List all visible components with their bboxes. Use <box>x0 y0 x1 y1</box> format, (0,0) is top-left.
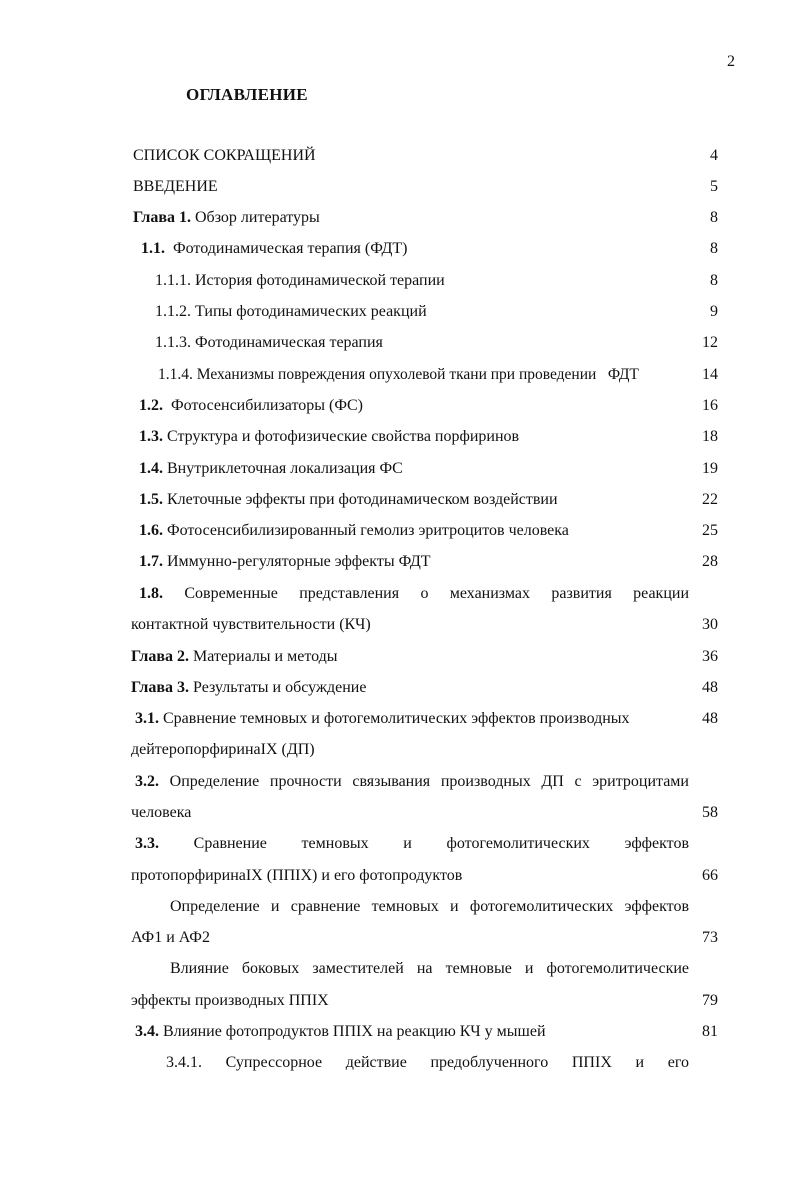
entry-title: 1.1.4. Механизмы повреждения опухолевой ткани при проведении ФДТ <box>158 366 639 383</box>
entry-page: 16 <box>702 397 718 414</box>
toc-entry <box>0 677 800 699</box>
entry-number: Глава 3. <box>131 679 189 696</box>
entry-title: СПИСОК СОКРАЩЕНИЙ <box>133 147 316 164</box>
entry-title: Результаты и обсуждение <box>189 679 367 696</box>
entry-page: 19 <box>702 460 718 477</box>
entry-page: 48 <box>702 679 718 696</box>
entry-page: 73 <box>702 929 718 946</box>
toc-entry <box>0 708 800 730</box>
toc-entry <box>0 583 800 605</box>
toc-entry <box>0 958 800 980</box>
entry-page: 30 <box>702 616 718 633</box>
entry-title: Фотодинамическая терапия (ФДТ) <box>165 240 408 257</box>
page-number: 2 <box>727 53 735 70</box>
toc-entry <box>0 176 800 198</box>
toc-entry <box>0 332 800 354</box>
entry-title: ВВЕДЕНИЕ <box>133 178 218 195</box>
entry-title: 3.4.1. Супрессорное действие предоблученного ППIX и его <box>166 1054 689 1071</box>
toc-entry <box>0 739 800 761</box>
entry-page: 4 <box>710 147 718 164</box>
entry-number: 3.2. <box>135 773 159 790</box>
toc-entry <box>0 1052 800 1074</box>
entry-page: 66 <box>702 867 718 884</box>
toc-entry <box>0 458 800 480</box>
entry-title: человека <box>131 804 192 821</box>
entry-page: 36 <box>702 648 718 665</box>
toc-entry <box>0 990 800 1012</box>
entry-title: дейтеропорфиринаIX (ДП) <box>131 741 315 758</box>
entry-page: 28 <box>702 553 718 570</box>
toc-entry <box>0 927 800 949</box>
entry-title: протопорфиринаIX (ППIX) и его фотопродуктов <box>131 867 463 884</box>
toc-entry <box>0 614 800 636</box>
toc-entry <box>0 364 800 386</box>
entry-number: 1.2. <box>139 397 163 414</box>
entry-title: Материалы и методы <box>189 648 338 665</box>
entry-title: эффекты производных ППIX <box>131 992 329 1009</box>
entry-title: Фотосенсибилизированный гемолиз эритроцитов человека <box>163 522 569 539</box>
entry-page: 5 <box>710 178 718 195</box>
toc-heading: ОГЛАВЛЕНИЕ <box>186 85 308 104</box>
entry-title: Внутриклеточная локализация ФС <box>163 460 403 477</box>
entry-title: Влияние боковых заместителей на темновые и фотогемолитические <box>170 960 689 977</box>
entry-page: 79 <box>702 992 718 1009</box>
entry-title: Сравнение темновых и фотогемолитических эффектов производных <box>159 710 630 727</box>
entry-title: Определение прочности связывания производных ДП с эритроцитами <box>159 773 689 790</box>
toc-entry <box>0 238 800 260</box>
entry-title: 1.1.3. Фотодинамическая терапия <box>155 334 383 351</box>
toc-entry <box>0 207 800 229</box>
entry-page: 48 <box>702 710 718 727</box>
entry-title: Фотосенсибилизаторы (ФС) <box>163 397 363 414</box>
toc-entry <box>0 771 800 793</box>
toc-entry <box>0 833 800 855</box>
entry-title: АФ1 и АФ2 <box>131 929 210 946</box>
entry-number: 1.6. <box>139 522 163 539</box>
entry-title: 1.1.1. История фотодинамической терапии <box>155 272 445 289</box>
entry-number: 3.4. <box>135 1023 159 1040</box>
entry-number: 3.1. <box>135 710 159 727</box>
entry-title: Обзор литературы <box>191 209 320 226</box>
entry-number: 1.8. <box>139 585 163 602</box>
entry-page: 14 <box>702 366 718 383</box>
entry-title: Структура и фотофизические свойства порфиринов <box>163 428 520 445</box>
entry-title: 1.1.2. Типы фотодинамических реакций <box>155 303 427 320</box>
entry-title: Определение и сравнение темновых и фотогемолитических эффектов <box>170 898 689 915</box>
entry-title: Современные представления о механизмах развития реакции <box>163 585 689 602</box>
entry-title: Влияние фотопродуктов ППIX на реакцию КЧ у мышей <box>159 1023 546 1040</box>
entry-number: 1.5. <box>139 491 163 508</box>
toc-entry <box>0 896 800 918</box>
entry-number: 1.3. <box>139 428 163 445</box>
toc-entry <box>0 395 800 417</box>
toc-entry <box>0 145 800 167</box>
entry-title: Иммунно-регуляторные эффекты ФДТ <box>163 553 431 570</box>
entry-page: 8 <box>710 240 718 257</box>
entry-page: 58 <box>702 804 718 821</box>
entry-page: 18 <box>702 428 718 445</box>
entry-title: Сравнение темновых и фотогемолитических эффектов <box>159 835 689 852</box>
entry-page: 22 <box>702 491 718 508</box>
toc-entry <box>0 646 800 668</box>
entry-number: 1.4. <box>139 460 163 477</box>
entry-number: Глава 2. <box>131 648 189 665</box>
entry-page: 9 <box>710 303 718 320</box>
toc-entry <box>0 270 800 292</box>
toc-entry <box>0 802 800 824</box>
toc-entry <box>0 426 800 448</box>
entry-page: 25 <box>702 522 718 539</box>
toc-entry <box>0 301 800 323</box>
entry-number: 1.1. <box>141 240 165 257</box>
entry-number: 1.7. <box>139 553 163 570</box>
entry-page: 12 <box>702 334 718 351</box>
toc-entry <box>0 1021 800 1043</box>
entry-page: 8 <box>710 272 718 289</box>
toc-entry <box>0 865 800 887</box>
entry-number: Глава 1. <box>133 209 191 226</box>
toc-entry <box>0 489 800 511</box>
entry-number: 3.3. <box>135 835 159 852</box>
entry-title: Клеточные эффекты при фотодинамическом воздействии <box>163 491 558 508</box>
entry-title: контактной чувствительности (КЧ) <box>131 616 371 633</box>
toc-entry <box>0 520 800 542</box>
entry-page: 81 <box>702 1023 718 1040</box>
entry-page: 8 <box>710 209 718 226</box>
toc-entry <box>0 551 800 573</box>
